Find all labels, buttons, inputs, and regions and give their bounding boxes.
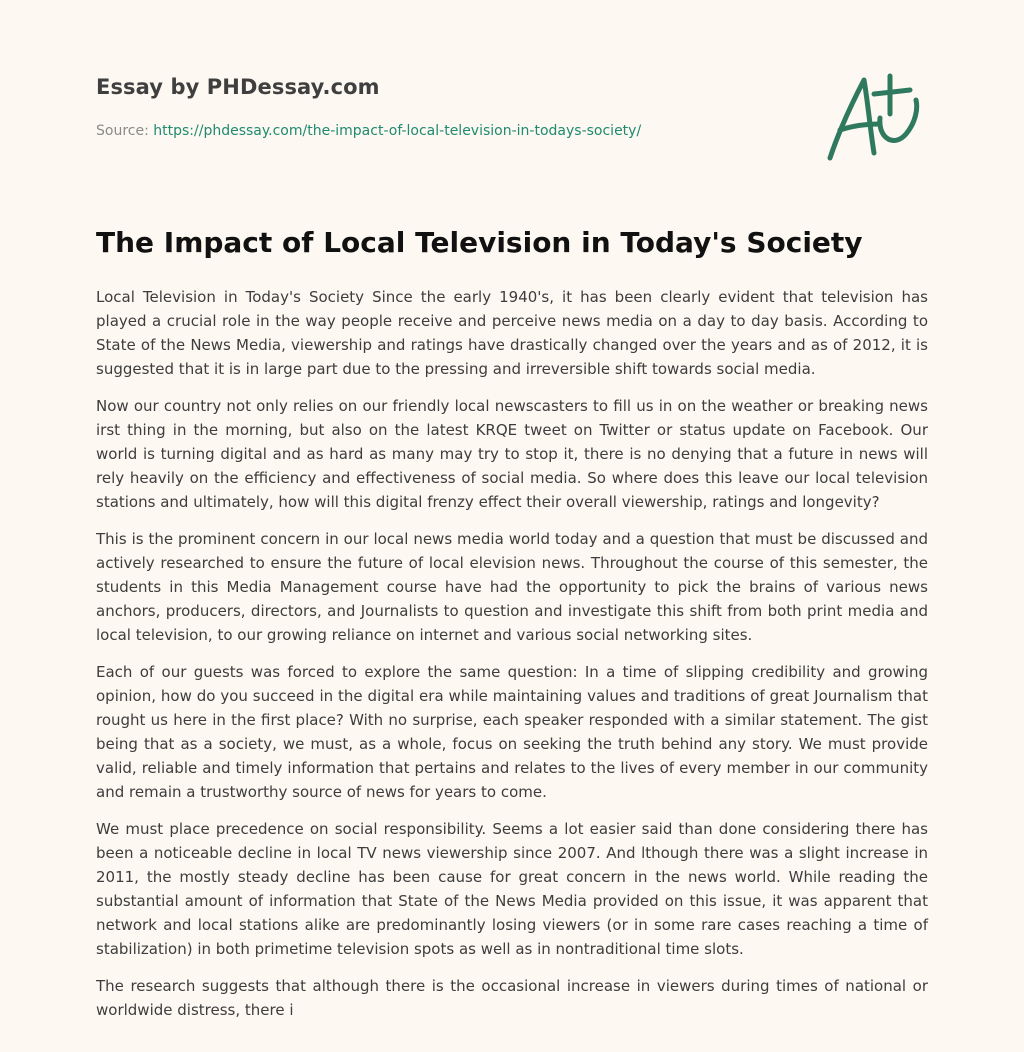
essay-paragraph: This is the prominent concern in our local news media world today and a question that must be discussed and actively researched to ensure the future of local elevision news. Throughout the course of this semester, the students in this Media Management course have had the opportunity to pick the brains of various news anchors, producers, directors, and Journalists to question and investigate this shift from both print media and local television, to our growing reliance on internet and various social networking sites. bbox=[96, 530, 928, 644]
essay-paragraph: Local Television in Today's Society Since the early 1940's, it has been clearly evident that television has played a crucial role in the way people receive and perceive news media on a day to day basis. According to State of the News Media, viewership and ratings have drastically changed over the years and as of 2012, it is suggested that it is in large part due to the pressing and irreversible shift towards social media. bbox=[96, 288, 928, 378]
a-plus-grade-icon bbox=[822, 68, 932, 168]
essay-paragraph: Each of our guests was forced to explore the same question: In a time of slipping credibility and growing opinion, how do you succeed in the digital era while maintaining values and traditions of great Journalism that rought us here in the first place? With no surprise, each speaker responded with a similar statement. The gist being that as a society, we must, as a whole, focus on seeking the truth behind any story. We must provide valid, reliable and timely information that pertains and relates to the lives of every member in our community and remain a trustworthy source of news for years to come. bbox=[96, 663, 928, 801]
essay-paragraph: Now our country not only relies on our friendly local newscasters to fill us in on the weather or breaking news irst thing in the morning, but also on the latest KRQE tweet on Twitter or status update on Facebook. Our world is turning digital and as hard as many may try to stop it, there is no denying that a future in news will rely heavily on the efficiency and effectiveness of social media. So where does this leave our local television stations and ultimately, how will this digital frenzy effect their overall viewership, ratings and longevity? bbox=[96, 397, 928, 511]
essay-title: The Impact of Local Television in Today's Society bbox=[96, 226, 863, 259]
site-brand: Essay by PHDessay.com bbox=[96, 75, 380, 99]
essay-paragraph: The research suggests that although there is the occasional increase in viewers during times of national or worldwide distress, there i bbox=[96, 977, 928, 1019]
essay-paragraph: We must place precedence on social responsibility. Seems a lot easier said than done considering there has been a noticeable decline in local TV news viewership since 2007. And lthough there was a slight increase in 2011, the mostly steady decline has been cause for great concern in the news world. While reading the substantial amount of information that State of the News Media provided on this issue, it was apparent that network and local stations alike are predominantly losing viewers (or in some rare cases reaching a time of stabilization) in both primetime television spots as well as in nontraditional time slots. bbox=[96, 820, 928, 958]
source-line bbox=[96, 123, 641, 139]
essay-body bbox=[96, 285, 928, 1035]
source-label: Source: bbox=[96, 123, 154, 139]
source-link[interactable]: https://phdessay.com/the-impact-of-local-television-in-todays-society/ bbox=[153, 123, 642, 139]
